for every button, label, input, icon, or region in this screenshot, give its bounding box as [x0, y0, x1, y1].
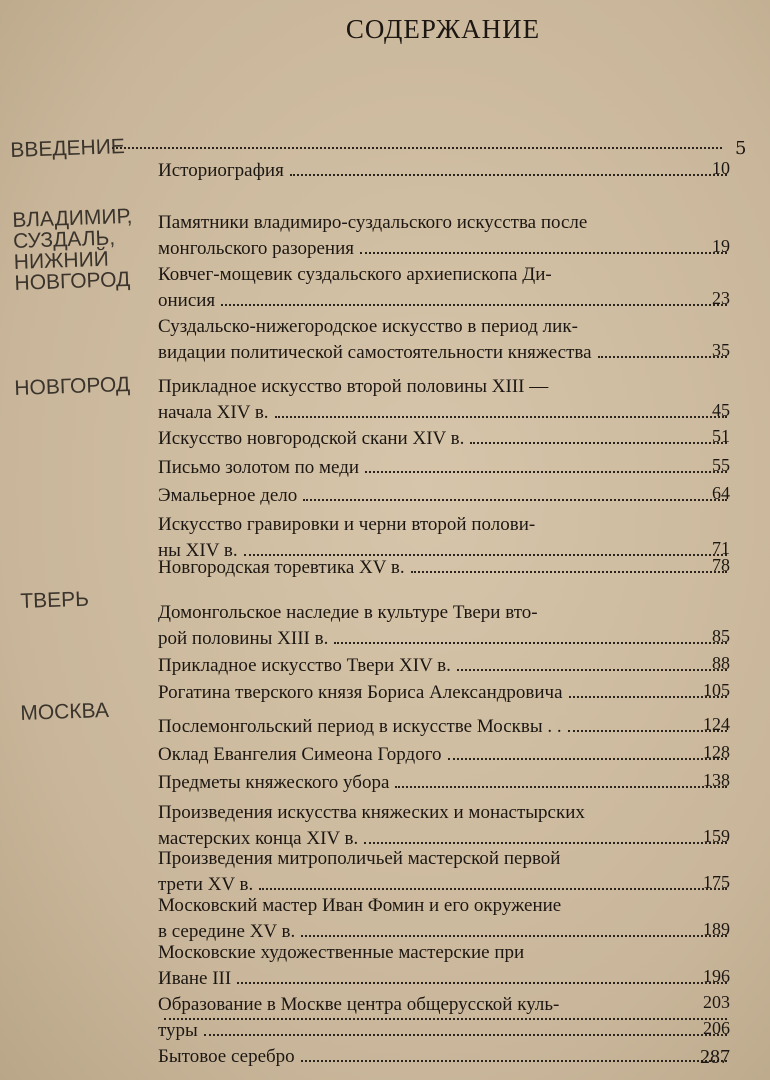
section-label-line: ВЛАДИМИР,: [11, 204, 133, 232]
section-label-line: НОВГОРОД: [14, 267, 131, 295]
leader-dots: [303, 499, 727, 501]
toc-entry: [158, 158, 733, 184]
toc-entry: [158, 653, 733, 679]
toc-entry-text: трети XV в.: [158, 874, 254, 895]
toc-entry-text: начала XIV в.: [158, 402, 269, 423]
section-label-moskva: МОСКВА: [19, 698, 110, 725]
page-number: 105: [703, 680, 730, 700]
toc-entry-text: онисия: [158, 290, 216, 311]
leader-dots: [301, 935, 727, 937]
toc-entry: [158, 680, 733, 706]
page-number: 206: [703, 1018, 730, 1038]
toc-entry-text: Бытовое серебро: [158, 1046, 295, 1067]
leader-dots: [237, 982, 727, 984]
page-number: 71: [712, 538, 730, 558]
toc-entry-text: Образование в Москве центра общерусской куль-: [158, 994, 560, 1015]
toc-entry: [158, 1018, 733, 1020]
toc-entry-text: ны XIV в.: [158, 540, 238, 561]
page-number: 5: [735, 138, 747, 159]
toc-entry-text: Московские художественные мастерские при: [158, 942, 525, 963]
toc-entry-text: Иване III: [158, 968, 232, 989]
toc-entry: [158, 800, 733, 852]
leader-dots: [411, 571, 727, 573]
leader-dots: [301, 1060, 727, 1062]
toc-entry-text: Предметы княжеского убора: [158, 772, 390, 793]
page-number: 196: [703, 966, 730, 986]
toc-entry: [158, 600, 733, 652]
toc-entry-text: видации политической самостоятельности княжества: [158, 342, 592, 363]
section-label-line: НИЖНИЙ: [13, 247, 110, 274]
page-number: 124: [703, 714, 730, 734]
leader-dots: [360, 252, 727, 254]
section-label-novgorod: НОВГОРОД: [13, 372, 131, 400]
toc-entry: [158, 940, 733, 992]
toc-entry: [158, 1044, 733, 1070]
page-title: СОДЕРЖАНИЕ: [345, 14, 541, 44]
toc-entry: [158, 714, 733, 740]
page-number: 23: [712, 288, 730, 308]
toc-entry-text: Рогатина тверского князя Бориса Александровича: [158, 682, 563, 703]
toc-entry-text: Новгородская торевтика XV в.: [158, 557, 405, 578]
toc-entry: [158, 314, 733, 366]
page-number: 175: [703, 872, 730, 892]
toc-entry-text: Суздальско-нижегородское искусство в период лик-: [158, 316, 578, 337]
toc-entry-text: Искусство гравировки и черни второй полови-: [158, 514, 536, 535]
leader-dots: [598, 356, 727, 358]
leader-dots: [275, 416, 727, 418]
page-number: 78: [712, 555, 730, 575]
toc-entry-text: Историография: [158, 160, 284, 181]
leader-dots: [290, 174, 727, 176]
leader-dots: [204, 1034, 727, 1036]
page-number: 55: [712, 455, 730, 475]
toc-entry-text: Искусство новгородской скани XIV в.: [158, 428, 465, 449]
leader-dots: [334, 642, 727, 644]
toc-entry-text: Письмо золотом по меди: [158, 457, 360, 478]
toc-entry-text: Произведения митрополичьей мастерской первой: [158, 848, 561, 869]
toc-entry-text: Эмальерное дело: [158, 485, 298, 506]
leader-dots: [448, 758, 727, 760]
toc-entry-text: мастерских конца XIV в.: [158, 828, 359, 849]
page-number: 85: [712, 626, 730, 646]
toc-entry-text: Памятники владимиро-суздальского искусства после: [158, 212, 588, 233]
page-number: 138: [703, 770, 730, 790]
page-number: 19: [712, 236, 730, 256]
page-number: 88: [712, 653, 730, 673]
toc-entry-text: Оклад Евангелия Симеона Гордого: [158, 744, 442, 765]
page-number: 159: [703, 826, 730, 846]
leader-dots: [221, 304, 727, 306]
leader-dots: [364, 842, 727, 844]
page-number: 203: [703, 992, 730, 1012]
page-number: 45: [712, 400, 730, 420]
leader-dots: [457, 669, 727, 671]
page-number: 189: [703, 919, 730, 939]
toc-entry-text: монгольского разорения: [158, 238, 355, 259]
section-label-introduction: ВВЕДЕНИЕ: [9, 135, 126, 162]
toc-entry-text: Прикладное искусство Твери XIV в.: [158, 655, 451, 676]
toc-entry: [158, 262, 733, 314]
toc-entry: [158, 210, 733, 262]
toc-entry-text: Домонгольское наследие в культуре Твери вто-: [158, 602, 538, 623]
footer-page-number: 287: [700, 1046, 730, 1068]
leader-dots: [470, 442, 727, 444]
toc-entry: [158, 770, 733, 796]
leader-dots: [112, 147, 722, 149]
page-number: 128: [703, 742, 730, 762]
toc-entry: [158, 483, 733, 509]
toc-entry-text: в середине XV в.: [158, 921, 296, 942]
page-number: 10: [712, 158, 730, 178]
leader-dots: [365, 471, 727, 473]
section-label-tver: ТВЕРЬ: [19, 587, 90, 613]
toc-entry-text: Ковчег-мощевик суздальского архиепископа Ди-: [158, 264, 552, 285]
leader-dots: [395, 786, 727, 788]
toc-entry-text: Прикладное искусство второй половины XIII —: [158, 376, 549, 397]
toc-entry-text: рой половины XIII в.: [158, 628, 329, 649]
toc-entry: [158, 555, 733, 581]
toc-entry-text: Произведения искусства княжеских и монастырских: [158, 802, 585, 823]
leader-dots: [164, 1018, 727, 1020]
toc-entry: [158, 455, 733, 481]
page-number: 51: [712, 426, 730, 446]
toc-entry-text: Послемонгольский период в искусстве Москвы . .: [158, 716, 562, 737]
section-label-line: СУЗДАЛЬ,: [12, 226, 116, 253]
toc-entry: [158, 846, 733, 898]
page-number: 35: [712, 340, 730, 360]
toc-entry: [158, 426, 733, 452]
leader-dots: [259, 888, 727, 890]
section-label-vladimir: [12, 206, 135, 294]
toc-entry: [158, 374, 733, 426]
toc-entry-text: Московский мастер Иван Фомин и его окружение: [158, 895, 562, 916]
toc-entry-text: туры: [158, 1020, 198, 1041]
page-number: 64: [712, 483, 730, 503]
toc-entry: [158, 742, 733, 768]
toc-entry: [158, 893, 733, 945]
